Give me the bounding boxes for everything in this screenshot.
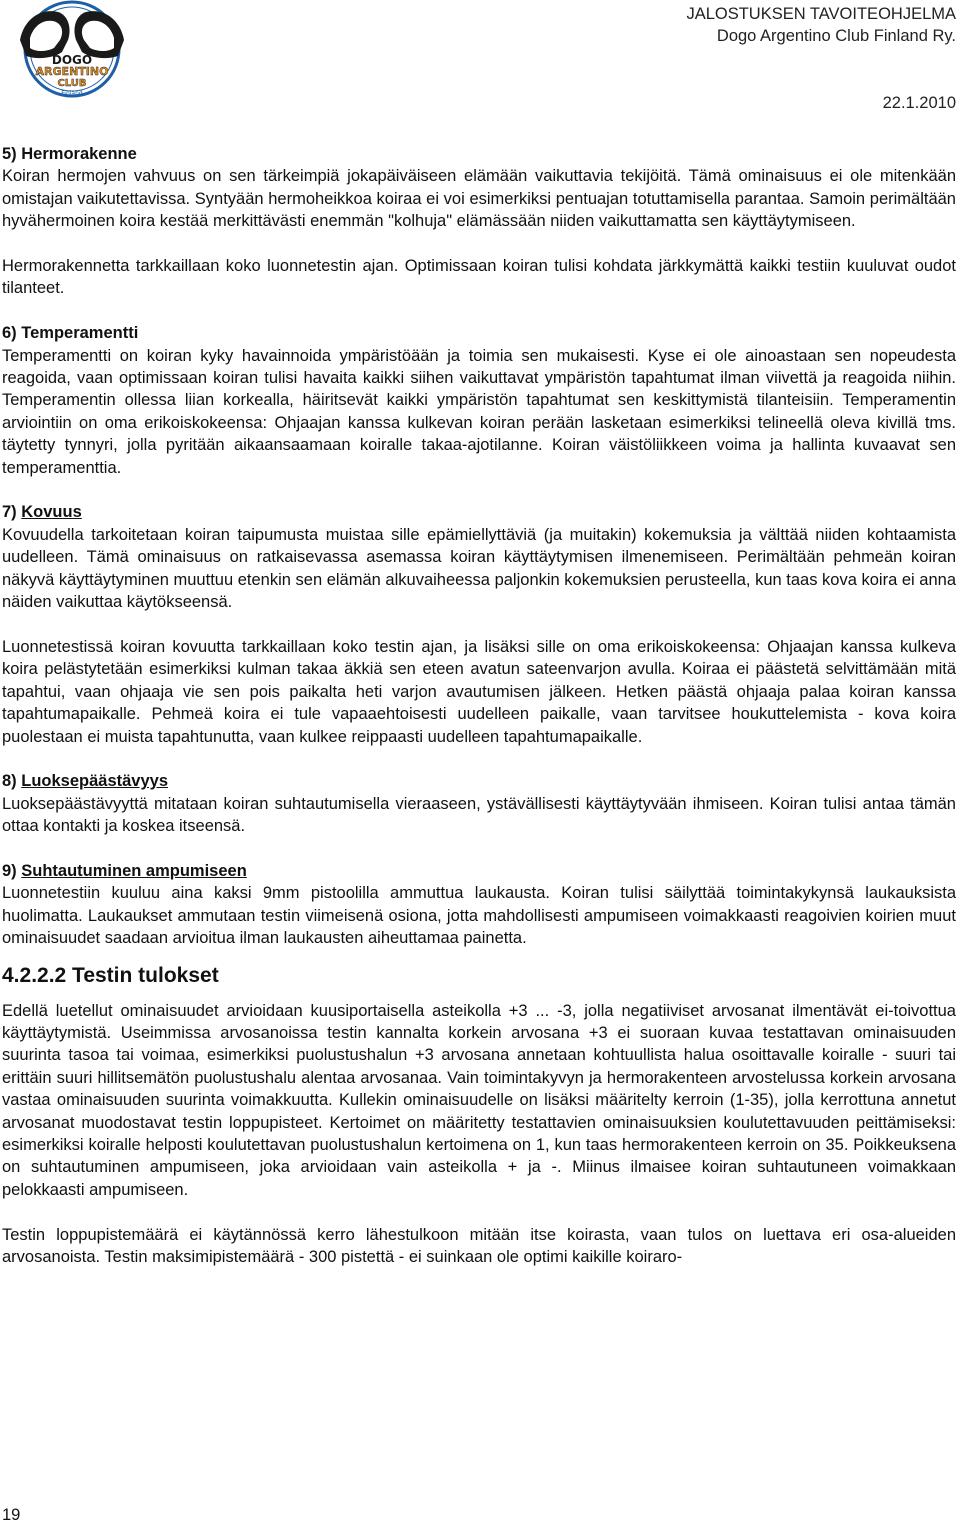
section-7-number: 7) <box>2 503 17 522</box>
section-7-heading <box>2 501 956 523</box>
section-8-number: 8) <box>2 772 17 791</box>
club-name: Dogo Argentino Club Finland Ry. <box>716 27 956 45</box>
section-8-paragraph-1: Luoksepäästävyyttä mitataan koiran suhtautumisella vieraaseen, ystävällisesti käyttäytyvään ihmiseen. Koiran tulisi antaa tämän ottaa kontakti ja koskea itseensä. <box>2 794 956 836</box>
dog-heads-logo-icon <box>2 0 142 98</box>
section-9-title: Suhtautuminen ampumiseen <box>21 861 247 880</box>
section-4222-paragraph-1: Edellä luetellut ominaisuudet arvioidaan kuusiportaisella asteikolla +3 ... -3, jolla negatiiviset arvosanat ilmentävät ei-toivottua käyttäytymistä. Useimmissa arvosanoissa testin kannalta korkein arvosana +3 ei suoraan kuvaa testattavan ominaisuuden suurinta tasoa tai voimaa, esimerkiksi puolustushalun +3 arvosana annetaan kohtuullista halua osoittavalle koiralle - suuri tai erittäin suuri hillitsemätön puolustushalu alentaa arvosanaa. Vain toimintakyvyn ja hermorakenteen arvostelussa korkein arvosana vastaa ominaisuuden suurinta voimakkuutta. Kullekin ominaisuudelle on lisäksi määritelty kerroin (1-35), jolla kerrottuna annetut arvosanat muodostavat testin loppupisteet. Kertoimet on määritetty testattavien ominaisuuksien koulutettavuuden peittämiseksi: esimerkiksi koiralle helposti koulutettavan puolustushalun kertoimena on 1, kun taas hermorakenteen kerroin on 35. Poikkeuksena on suhtautuminen ampumiseen, joka arvioidaan vain asteikolla + ja -. Miinus ilmaisee koiran suhtautuneen voimakkaan pelokkaasti ampumiseen. <box>2 1001 956 1199</box>
section-5-heading: 5) Hermorakenne <box>2 145 137 163</box>
section-7-paragraph-2: Luonnetestissä koiran kovuutta tarkkaillaan koko testin ajan, ja lisäksi sille on oma erikoiskokeensa: Ohjaajan kanssa kulkeva koira pelästytetään esimerkiksi kulman takaa äkkiä sen eteen avatun sateenvarjon avulla. Koiraa ei päästetä selvittämään mitä tapahtui, vaan ohjaaja vie sen pois paikalta heti varjon avautumisen jälkeen. Hetken päästä ohjaaja palaa koiran kanssa tapahtumapaikalle. Pehmeä koira ei tule vapaaehtoisesti uudelleen paikalle, vaan tarvitsee houkuttelemista - kova koira puolestaan ei muista tapahtunutta, vaan kulkee reippaasti uudelleen tapahtumapaikalle. <box>2 637 956 746</box>
section-6-heading: 6) Temperamentti <box>2 324 139 343</box>
club-logo <box>2 0 142 98</box>
document-date: 22.1.2010 <box>882 94 956 112</box>
page-number: 19 <box>2 1506 21 1524</box>
section-9-heading <box>2 860 956 882</box>
section-4222-paragraph-2: Testin loppupistemäärä ei käytännössä kerro lähestulkoon mitään itse koirasta, vaan tulos on luettava eri osa-alueiden arvosanoista. Testin maksimipistemäärä - 300 pistettä - ei suinkaan ole optimi kaikille koiraro- <box>2 1225 956 1266</box>
logo-text-finland: Finland <box>61 90 83 97</box>
section-9-number: 9) <box>2 861 17 880</box>
document-title: JALOSTUKSEN TAVOITEOHJELMA <box>686 5 956 23</box>
section-4222-heading: 4.2.2.2 Testin tulokset <box>2 963 219 987</box>
section-5-paragraph-1: Koiran hermojen vahvuus on sen tärkeimpiä jokapäiväiseen elämään vaikuttavia tekijöitä. Tämä ominaisuus ei ole mitenkään omistajan vaikutettavissa. Syntyään hermoheikkoa koiraa ei voi esimerkiksi pentuajan totuttamisella parantaa. Samoin perimältään hyvähermoinen koira kestää merkittävästi enemmän "kolhuja" elämässään niiden vaikuttamatta sen käyttäytymiseen. <box>2 167 956 231</box>
section-7-paragraph-1: Kovuudella tarkoitetaan koiran taipumusta muistaa sille epämiellyttäviä (ja muitakin) kokemuksia ja välttää niiden kohtaamista uudelleen. Tämä ominaisuus on ratkaisevassa asemassa koiran käyttäytymisen ilmenemiseen. Perimältään pehmeän koiran näkyvä käyttäytyminen muuttuu etenkin sen elämän alkuvaiheessa paljonkin kokemuksien perusteella, kun taas kova koira ei anna näiden vaikuttaa käytökseensä. <box>2 525 956 612</box>
logo-text-dogo: DOGO <box>51 53 93 67</box>
logo-text-argentino: ARGENTINO <box>35 65 109 78</box>
section-8-heading <box>2 770 956 792</box>
document-body <box>2 143 956 1268</box>
section-6-paragraph-1: Temperamentti on koiran kyky havainnoida ympäristöään ja toimia sen mukaisesti. Kyse ei ole ainoastaan sen nopeudesta reagoida, vaan optimissaan koiran tulisi havaita kaikki siihen vaikuttavat ympäristön tapahtumat ilman viivettä ja reagoida niihin. Temperamentin ollessa liian korkealla, häiritsevät kaikki ympäristön tapahtumat sen keskittymistä tilanteisiin. Temperamentin arviointiin on oma erikoiskokeensa: Ohjaajan kanssa kulkevan koiran perään lasketaan esimerkiksi telineellä oleva kivillä tms. täytetty tynnyri, jolla pyritään aikaansaamaan koiralle takaa-ajotilanne. Koiran väistöliikkeen voima ja hallinta kuvaavat sen temperamenttia. <box>2 346 956 477</box>
section-5-paragraph-2: Hermorakennetta tarkkaillaan koko luonnetestin ajan. Optimissaan koiran tulisi kohdata järkkymättä kaikki testiin kuuluvat oudot tilanteet. <box>2 257 956 298</box>
section-7-title: Kovuus <box>21 503 82 522</box>
section-9-paragraph-1: Luonnetestiin kuuluu aina kaksi 9mm pistoolilla ammuttua laukausta. Koiran tulisi säilyttää toimintakykynsä laukauksista huolimatta. Laukaukset ammutaan testin viimeisenä osiona, jotta mahdollisesti ampumiseen voimakkaasti reagoivien koirien muut ominaisuudet saadaan arvioitua ilman laukausten aiheuttamaa painetta. <box>2 884 956 948</box>
logo-text-club: CLUB <box>57 78 87 89</box>
section-8-title: Luoksepäästävyys <box>21 772 169 791</box>
